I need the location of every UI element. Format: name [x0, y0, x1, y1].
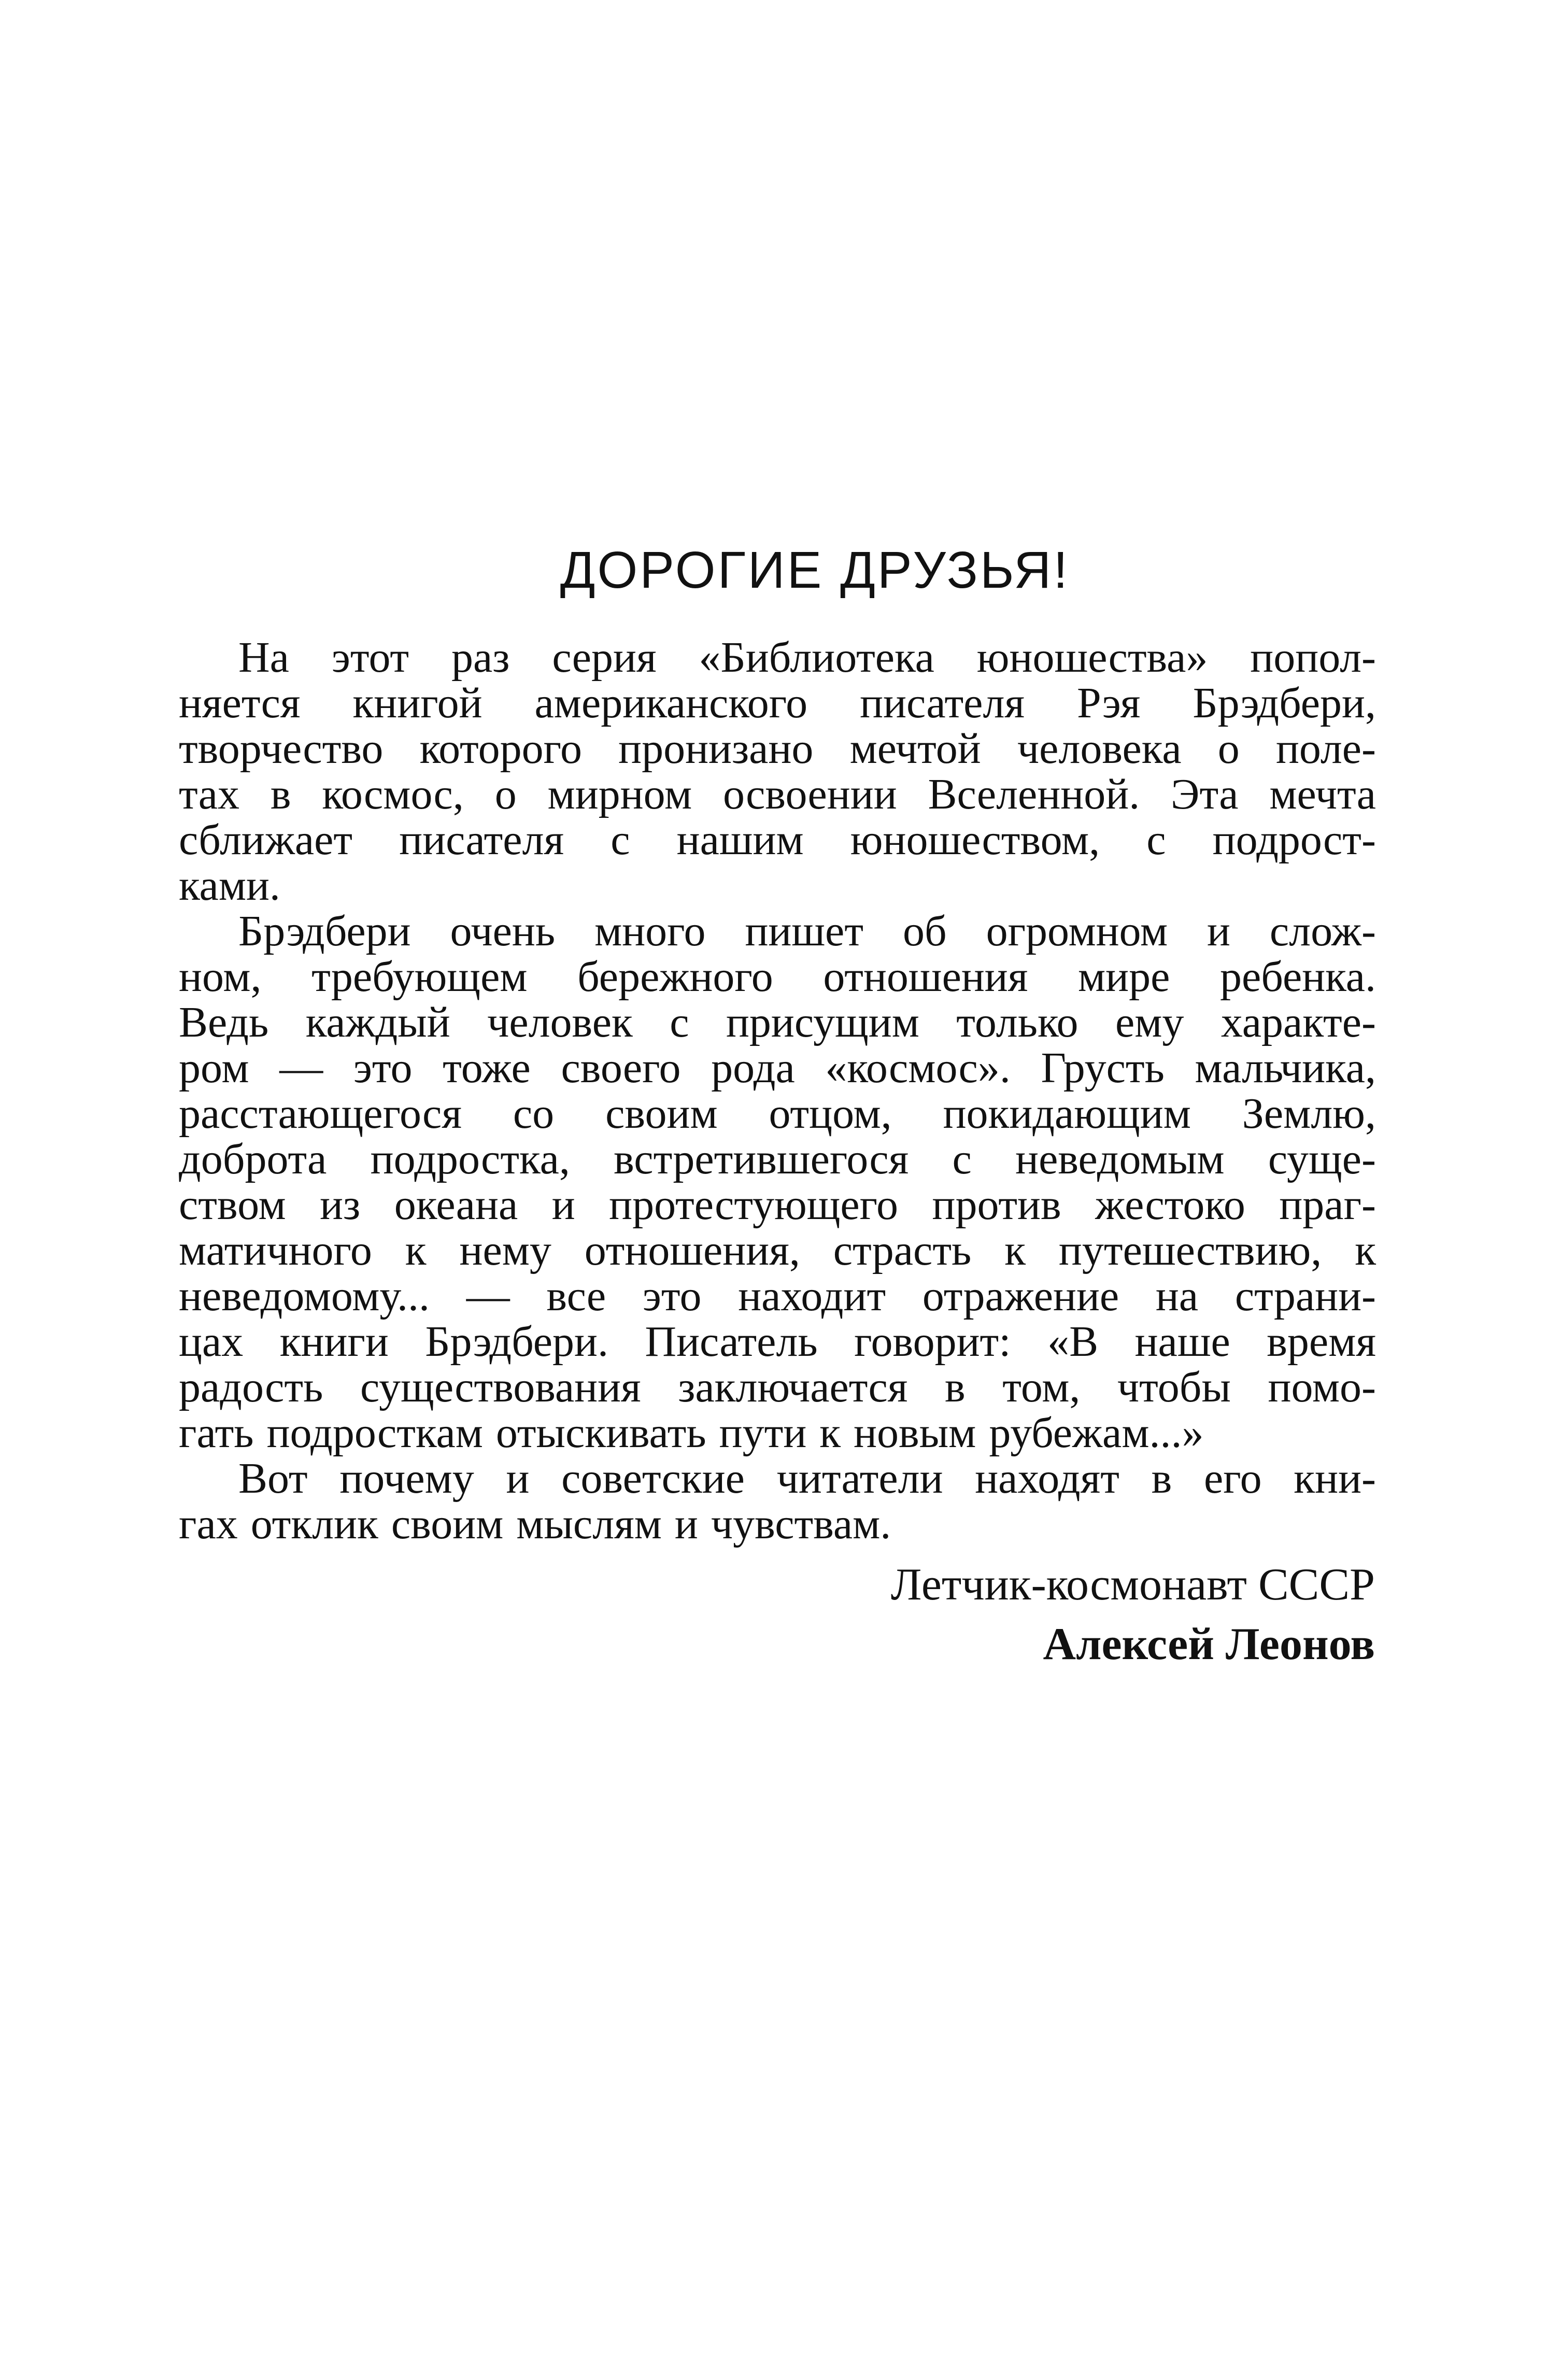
- text-line: доброта подростка, встретившегося с неведомым суще-: [179, 1135, 1376, 1183]
- text-line: На этот раз серия «Библиотека юношества» попол-: [238, 633, 1376, 682]
- signature-name: Алексей Леонов: [1043, 1619, 1375, 1669]
- body-text: [179, 635, 1376, 1547]
- signature-block: [891, 1555, 1375, 1674]
- page-heading: ДОРОГИЕ ДРУЗЬЯ!: [560, 541, 1070, 599]
- text-line: Брэдбери очень много пишет об огромном и слож-: [238, 907, 1376, 955]
- text-line: цах книги Брэдбери. Писатель говорит: «В наше время: [179, 1318, 1376, 1366]
- text-line: ром — это тоже своего рода «космос». Грусть мальчика,: [179, 1044, 1376, 1092]
- text-line: Ведь каждый человек с присущим только ему характе-: [179, 998, 1376, 1046]
- signature-title: Летчик-космонавт СССР: [890, 1560, 1375, 1610]
- text-line: гах отклик своим мыслям и чувствам.: [179, 1500, 891, 1548]
- text-line: творчество которого пронизано мечтой человека о поле-: [179, 725, 1376, 773]
- text-line: тах в космос, о мирном освоении Вселенной. Эта мечта: [179, 770, 1376, 818]
- text-line: ством из океана и протестующего против жестоко праг-: [179, 1181, 1376, 1229]
- text-line: Вот почему и советские читатели находят в его кни-: [238, 1454, 1376, 1503]
- text-line: неведомому... — все это находит отражение на страни-: [179, 1272, 1376, 1320]
- text-line: радость существования заключается в том, чтобы помо-: [179, 1363, 1376, 1411]
- text-line: ном, требующем бережного отношения мире ребенка.: [179, 953, 1376, 1001]
- text-line: няется книгой американского писателя Рэя Брэдбери,: [179, 679, 1376, 727]
- text-line: матичного к нему отношения, страсть к путешествию, к: [179, 1226, 1376, 1274]
- text-line: сближает писателя с нашим юношеством, с подрост-: [179, 816, 1376, 864]
- text-line: расстающегося со своим отцом, покидающим Землю,: [179, 1089, 1376, 1138]
- text-line: гать подросткам отыскивать пути к новым рубежам...»: [179, 1409, 1204, 1457]
- text-line: ками.: [179, 861, 280, 910]
